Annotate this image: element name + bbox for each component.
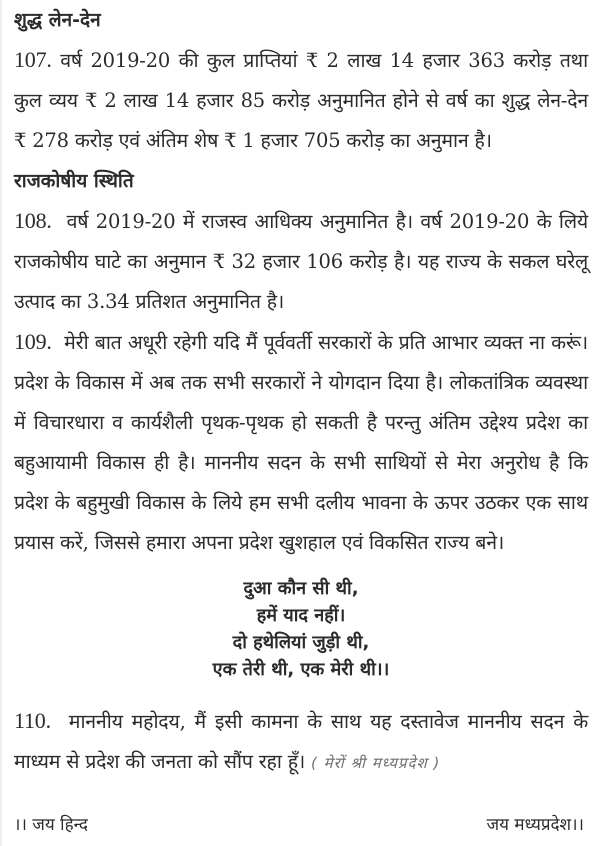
poem-line: एक तेरी थी, एक मेरी थी।। [212, 659, 390, 680]
paragraph-110 [14, 701, 588, 783]
paragraph-number: 108. [14, 208, 52, 233]
paragraph-number: 109. [14, 329, 52, 354]
paragraph-109 [14, 322, 588, 563]
paragraph-108 [14, 201, 588, 322]
poem-line: दो हथेलियां जुड़ी थी, [232, 632, 370, 653]
footer-jai-hind: ।। जय हिन्द [14, 815, 88, 835]
poem-block [14, 575, 588, 683]
footer [14, 812, 584, 835]
scan-edge-shadow [0, 0, 3, 846]
paragraph-number: 110. [14, 708, 51, 733]
paragraph-text: माननीय महोदय, मैं इसी कामना के साथ यह दस्तावेज माननीय सदन के माध्यम से प्रदेश की जनता को सौंप रहा हूँ। [14, 710, 588, 773]
paragraph-text: वर्ष 2019-20 में राजस्व आधिक्य अनुमानित है। वर्ष 2019-20 के लिये राजकोषीय घाटे का अनुमान ₹ 32 हजार 106 करोड़ है। यह राज्य के सकल घरेलू उत्पाद का 3.34 प्रतिशत अनुमानित है। [14, 210, 589, 313]
document-page [14, 6, 588, 783]
handwritten-note: ( मेरों श्री मध्यप्रदेश ) [311, 754, 441, 772]
footer-jai-madhyapradesh: जय मध्यप्रदेश।। [486, 815, 584, 835]
paragraph-107 [14, 40, 588, 161]
heading-net-transactions: शुद्ध लेन-देन [14, 9, 101, 31]
poem-line: हमें याद नहीं। [256, 605, 346, 626]
poem-line: दुआ कौन सी थी, [243, 578, 359, 599]
paragraph-number: 107. [14, 47, 52, 72]
heading-fiscal-position: राजकोषीय स्थिति [14, 170, 134, 192]
paragraph-text: वर्ष 2019-20 की कुल प्राप्तियां ₹ 2 लाख 14 हजार 363 करोड़ तथा कुल व्यय ₹ 2 लाख 14 हजार 85 करोड़ अनुमानित होने से वर्ष का शुद्ध लेन-देन ₹ 278 करोड़ एवं अंतिम शेष ₹ 1 हजार 705 करोड़ का अनुमान है। [14, 49, 588, 152]
paragraph-text: मेरी बात अधूरी रहेगी यदि मैं पूर्ववर्ती सरकारों के प्रति आभार व्यक्त ना करूं। प्रदेश के विकास में अब तक सभी सरकारों ने योगदान दिया है। लोकतांत्रिक व्यवस्था में विचारधारा व कार्यशैली पृथक-पृथक हो सकती है परन्तु अंतिम उद्देश्य प्रदेश का बहुआयामी विकास ही है। माननीय सदन के सभी साथियों से मेरा अनुरोध है कि प्रदेश के बहुमुखी विकास के लिये हम सभी दलीय भावना के ऊपर उठकर एक साथ प्रयास करें, जिससे हमारा अपना प्रदेश खुशहाल एवं विकसित राज्य बने। [14, 331, 588, 554]
